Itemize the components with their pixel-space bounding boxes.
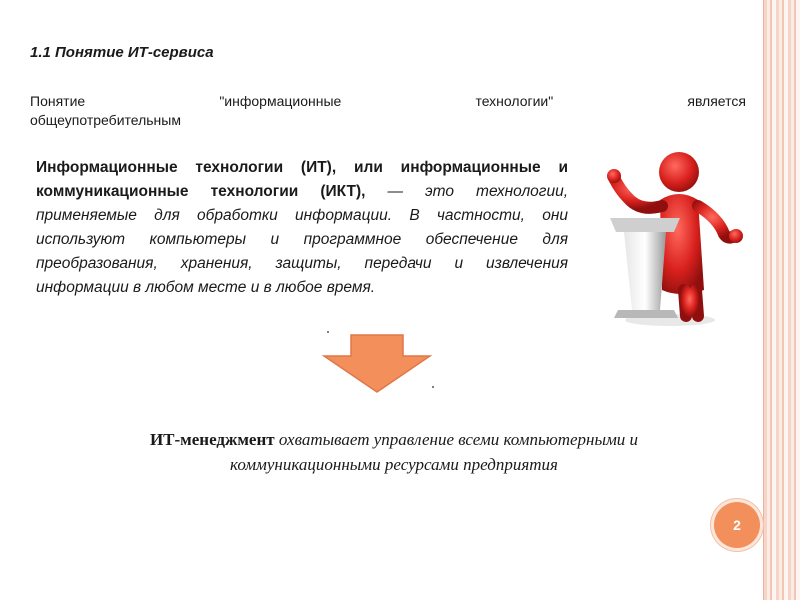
down-arrow-icon (322, 334, 432, 394)
intro-word: Понятие (30, 93, 86, 109)
definition-term: Информационные технологии (ИТ), или информационные и коммуникационные технологии (ИКТ), (36, 159, 568, 200)
page-number-badge: 2 (714, 502, 760, 548)
definition-text: — это технологии, применяемые для обработки информации. В частности, они используют компьютеры и программное обеспечение для преобразования, хранения, защиты, передачи и извлечения информации в любом месте и в любое время. (36, 183, 568, 296)
decorative-dot (327, 331, 329, 333)
summary-text (110, 427, 678, 477)
definition-paragraph (36, 156, 568, 300)
slide-title: 1.1 Понятие ИТ-сервиса (30, 44, 214, 61)
intro-word: "информационные (219, 93, 342, 109)
intro-text (30, 92, 746, 130)
summary-term: ИТ-менеджмент (149, 430, 275, 449)
intro-line-2: общеупотребительным (30, 112, 181, 128)
decorative-stripes (763, 0, 800, 600)
speaker-at-podium-icon (600, 140, 750, 330)
intro-line-1 (30, 92, 746, 111)
intro-word: технологии" (475, 93, 554, 109)
decorative-dot (432, 386, 434, 388)
summary-description: охватывает управление всеми компьютерными и коммуникационными ресурсами предприятия (230, 430, 639, 474)
intro-word: является (687, 93, 746, 109)
